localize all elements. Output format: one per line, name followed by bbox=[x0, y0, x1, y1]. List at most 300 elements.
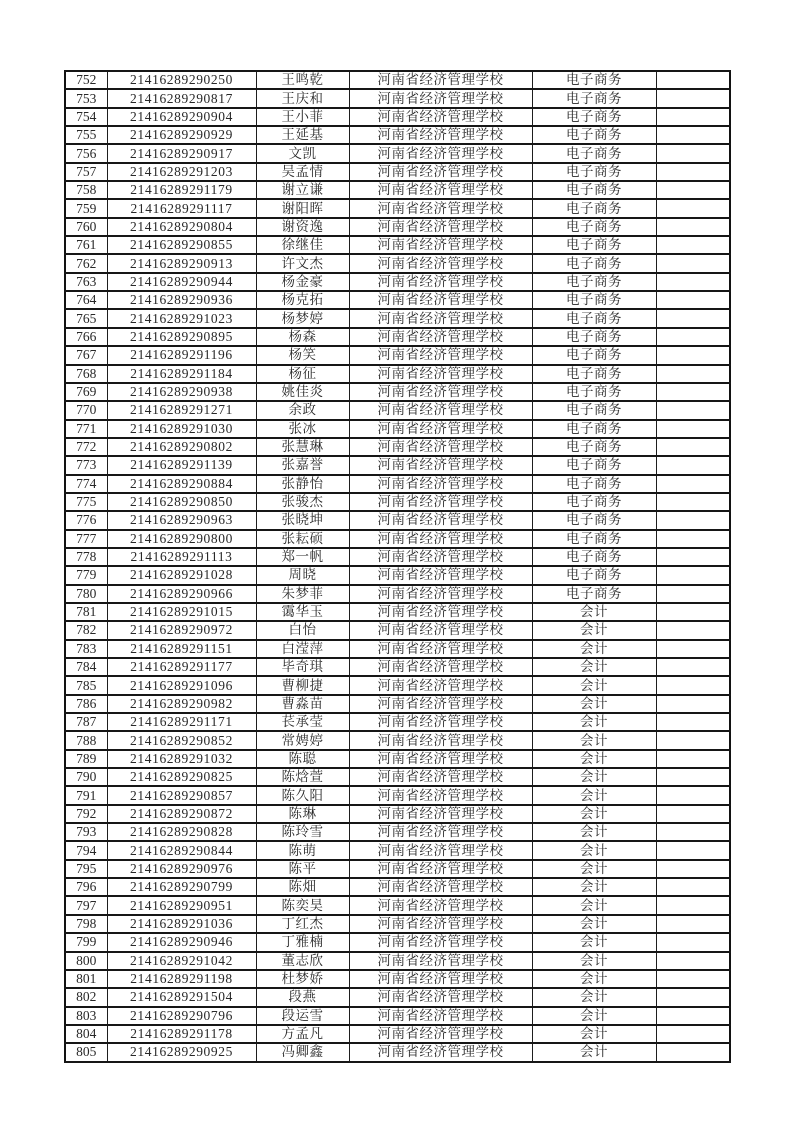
candidate-id-cell: 21416289290857 bbox=[107, 786, 256, 804]
name-cell: 张冰 bbox=[256, 420, 349, 438]
note-cell bbox=[656, 144, 730, 162]
note-cell bbox=[656, 475, 730, 493]
row-number-cell: 767 bbox=[65, 346, 107, 364]
table-row bbox=[65, 493, 730, 511]
note-cell bbox=[656, 218, 730, 236]
major-cell: 电子商务 bbox=[532, 181, 656, 199]
note-cell bbox=[656, 805, 730, 823]
table-row bbox=[65, 163, 730, 181]
school-cell: 河南省经济管理学校 bbox=[349, 309, 532, 327]
table-row bbox=[65, 254, 730, 272]
table-row bbox=[65, 896, 730, 914]
school-cell: 河南省经济管理学校 bbox=[349, 750, 532, 768]
candidate-id-cell: 21416289291117 bbox=[107, 199, 256, 217]
name-cell: 张耘硕 bbox=[256, 530, 349, 548]
school-cell: 河南省经济管理学校 bbox=[349, 291, 532, 309]
candidate-id-cell: 21416289290817 bbox=[107, 89, 256, 107]
row-number-cell: 803 bbox=[65, 1007, 107, 1025]
name-cell: 曹淼苗 bbox=[256, 695, 349, 713]
row-number-cell: 799 bbox=[65, 933, 107, 951]
table-row bbox=[65, 126, 730, 144]
school-cell: 河南省经济管理学校 bbox=[349, 493, 532, 511]
table-row bbox=[65, 1043, 730, 1061]
candidate-id-cell: 21416289290250 bbox=[107, 71, 256, 89]
table-row bbox=[65, 805, 730, 823]
note-cell bbox=[656, 254, 730, 272]
note-cell bbox=[656, 970, 730, 988]
note-cell bbox=[656, 236, 730, 254]
school-cell: 河南省经济管理学校 bbox=[349, 1007, 532, 1025]
candidate-id-cell: 21416289290884 bbox=[107, 475, 256, 493]
major-cell: 电子商务 bbox=[532, 291, 656, 309]
major-cell: 会计 bbox=[532, 786, 656, 804]
candidate-id-cell: 21416289291196 bbox=[107, 346, 256, 364]
note-cell bbox=[656, 640, 730, 658]
major-cell: 电子商务 bbox=[532, 309, 656, 327]
candidate-id-cell: 21416289291096 bbox=[107, 676, 256, 694]
note-cell bbox=[656, 181, 730, 199]
candidate-id-cell: 21416289290976 bbox=[107, 860, 256, 878]
candidate-id-cell: 21416289290963 bbox=[107, 511, 256, 529]
name-cell: 杨克拓 bbox=[256, 291, 349, 309]
candidate-id-cell: 21416289291171 bbox=[107, 713, 256, 731]
row-number-cell: 752 bbox=[65, 71, 107, 89]
row-number-cell: 788 bbox=[65, 731, 107, 749]
major-cell: 会计 bbox=[532, 915, 656, 933]
note-cell bbox=[656, 346, 730, 364]
name-cell: 王延基 bbox=[256, 126, 349, 144]
name-cell: 郑一帆 bbox=[256, 548, 349, 566]
school-cell: 河南省经济管理学校 bbox=[349, 713, 532, 731]
name-cell: 杨森 bbox=[256, 328, 349, 346]
name-cell: 杨梦婷 bbox=[256, 309, 349, 327]
major-cell: 电子商务 bbox=[532, 420, 656, 438]
row-number-cell: 754 bbox=[65, 108, 107, 126]
note-cell bbox=[656, 933, 730, 951]
row-number-cell: 801 bbox=[65, 970, 107, 988]
candidate-id-cell: 21416289291028 bbox=[107, 566, 256, 584]
school-cell: 河南省经济管理学校 bbox=[349, 420, 532, 438]
candidate-id-cell: 21416289290872 bbox=[107, 805, 256, 823]
note-cell bbox=[656, 750, 730, 768]
candidate-id-cell: 21416289290828 bbox=[107, 823, 256, 841]
school-cell: 河南省经济管理学校 bbox=[349, 456, 532, 474]
row-number-cell: 766 bbox=[65, 328, 107, 346]
major-cell: 会计 bbox=[532, 621, 656, 639]
note-cell bbox=[656, 530, 730, 548]
major-cell: 会计 bbox=[532, 1043, 656, 1061]
school-cell: 河南省经济管理学校 bbox=[349, 181, 532, 199]
name-cell: 陈聪 bbox=[256, 750, 349, 768]
table-row bbox=[65, 548, 730, 566]
major-cell: 会计 bbox=[532, 676, 656, 694]
name-cell: 张晓坤 bbox=[256, 511, 349, 529]
name-cell: 谢立谦 bbox=[256, 181, 349, 199]
table-row bbox=[65, 1025, 730, 1043]
table-row bbox=[65, 640, 730, 658]
major-cell: 电子商务 bbox=[532, 218, 656, 236]
name-cell: 陈萌 bbox=[256, 841, 349, 859]
table-row bbox=[65, 860, 730, 878]
candidate-id-cell: 21416289291030 bbox=[107, 420, 256, 438]
name-cell: 陈焓萱 bbox=[256, 768, 349, 786]
school-cell: 河南省经济管理学校 bbox=[349, 878, 532, 896]
table-row bbox=[65, 401, 730, 419]
table-row bbox=[65, 273, 730, 291]
candidate-id-cell: 21416289291271 bbox=[107, 401, 256, 419]
school-cell: 河南省经济管理学校 bbox=[349, 731, 532, 749]
note-cell bbox=[656, 566, 730, 584]
row-number-cell: 768 bbox=[65, 365, 107, 383]
name-cell: 陈畑 bbox=[256, 878, 349, 896]
note-cell bbox=[656, 695, 730, 713]
table-row bbox=[65, 585, 730, 603]
table-row bbox=[65, 328, 730, 346]
candidate-id-cell: 21416289290844 bbox=[107, 841, 256, 859]
school-cell: 河南省经济管理学校 bbox=[349, 218, 532, 236]
note-cell bbox=[656, 988, 730, 1006]
candidate-id-cell: 21416289291042 bbox=[107, 952, 256, 970]
candidate-id-cell: 21416289291032 bbox=[107, 750, 256, 768]
table-row bbox=[65, 511, 730, 529]
candidate-id-cell: 21416289291113 bbox=[107, 548, 256, 566]
table-row bbox=[65, 475, 730, 493]
note-cell bbox=[656, 621, 730, 639]
table-row bbox=[65, 713, 730, 731]
name-cell: 丁红杰 bbox=[256, 915, 349, 933]
note-cell bbox=[656, 1007, 730, 1025]
school-cell: 河南省经济管理学校 bbox=[349, 1025, 532, 1043]
row-number-cell: 782 bbox=[65, 621, 107, 639]
school-cell: 河南省经济管理学校 bbox=[349, 383, 532, 401]
school-cell: 河南省经济管理学校 bbox=[349, 823, 532, 841]
note-cell bbox=[656, 420, 730, 438]
candidate-id-cell: 21416289290946 bbox=[107, 933, 256, 951]
school-cell: 河南省经济管理学校 bbox=[349, 860, 532, 878]
school-cell: 河南省经济管理学校 bbox=[349, 401, 532, 419]
candidate-id-cell: 21416289291151 bbox=[107, 640, 256, 658]
candidate-id-cell: 21416289290929 bbox=[107, 126, 256, 144]
note-cell bbox=[656, 163, 730, 181]
note-cell bbox=[656, 676, 730, 694]
row-number-cell: 805 bbox=[65, 1043, 107, 1061]
school-cell: 河南省经济管理学校 bbox=[349, 768, 532, 786]
row-number-cell: 802 bbox=[65, 988, 107, 1006]
row-number-cell: 770 bbox=[65, 401, 107, 419]
table-row bbox=[65, 823, 730, 841]
note-cell bbox=[656, 713, 730, 731]
note-cell bbox=[656, 952, 730, 970]
major-cell: 电子商务 bbox=[532, 365, 656, 383]
note-cell bbox=[656, 658, 730, 676]
school-cell: 河南省经济管理学校 bbox=[349, 475, 532, 493]
name-cell: 段运雪 bbox=[256, 1007, 349, 1025]
major-cell: 电子商务 bbox=[532, 456, 656, 474]
row-number-cell: 789 bbox=[65, 750, 107, 768]
row-number-cell: 759 bbox=[65, 199, 107, 217]
name-cell: 谢阳晖 bbox=[256, 199, 349, 217]
school-cell: 河南省经济管理学校 bbox=[349, 548, 532, 566]
major-cell: 电子商务 bbox=[532, 89, 656, 107]
table-row bbox=[65, 603, 730, 621]
school-cell: 河南省经济管理学校 bbox=[349, 585, 532, 603]
note-cell bbox=[656, 438, 730, 456]
name-cell: 周晓 bbox=[256, 566, 349, 584]
name-cell: 张静怡 bbox=[256, 475, 349, 493]
student-roster-table bbox=[64, 70, 731, 1063]
name-cell: 徐继佳 bbox=[256, 236, 349, 254]
note-cell bbox=[656, 456, 730, 474]
table-row bbox=[65, 236, 730, 254]
candidate-id-cell: 21416289290966 bbox=[107, 585, 256, 603]
row-number-cell: 792 bbox=[65, 805, 107, 823]
note-cell bbox=[656, 309, 730, 327]
major-cell: 电子商务 bbox=[532, 383, 656, 401]
name-cell: 陈琳 bbox=[256, 805, 349, 823]
table-row bbox=[65, 952, 730, 970]
candidate-id-cell: 21416289290982 bbox=[107, 695, 256, 713]
note-cell bbox=[656, 273, 730, 291]
row-number-cell: 771 bbox=[65, 420, 107, 438]
name-cell: 谢资逸 bbox=[256, 218, 349, 236]
name-cell: 陈平 bbox=[256, 860, 349, 878]
major-cell: 会计 bbox=[532, 658, 656, 676]
table-row bbox=[65, 988, 730, 1006]
row-number-cell: 800 bbox=[65, 952, 107, 970]
school-cell: 河南省经济管理学校 bbox=[349, 640, 532, 658]
note-cell bbox=[656, 731, 730, 749]
note-cell bbox=[656, 823, 730, 841]
table-row bbox=[65, 915, 730, 933]
candidate-id-cell: 21416289291198 bbox=[107, 970, 256, 988]
major-cell: 电子商务 bbox=[532, 126, 656, 144]
major-cell: 会计 bbox=[532, 695, 656, 713]
table-row bbox=[65, 144, 730, 162]
name-cell: 陈玲雪 bbox=[256, 823, 349, 841]
note-cell bbox=[656, 89, 730, 107]
name-cell: 苌承莹 bbox=[256, 713, 349, 731]
major-cell: 会计 bbox=[532, 952, 656, 970]
table-row bbox=[65, 970, 730, 988]
major-cell: 会计 bbox=[532, 878, 656, 896]
major-cell: 电子商务 bbox=[532, 493, 656, 511]
row-number-cell: 781 bbox=[65, 603, 107, 621]
candidate-id-cell: 21416289291139 bbox=[107, 456, 256, 474]
row-number-cell: 793 bbox=[65, 823, 107, 841]
school-cell: 河南省经济管理学校 bbox=[349, 328, 532, 346]
candidate-id-cell: 21416289291184 bbox=[107, 365, 256, 383]
major-cell: 电子商务 bbox=[532, 548, 656, 566]
table-row bbox=[65, 786, 730, 804]
table-row bbox=[65, 621, 730, 639]
name-cell: 许文杰 bbox=[256, 254, 349, 272]
note-cell bbox=[656, 878, 730, 896]
table-row bbox=[65, 89, 730, 107]
major-cell: 会计 bbox=[532, 896, 656, 914]
school-cell: 河南省经济管理学校 bbox=[349, 1043, 532, 1061]
school-cell: 河南省经济管理学校 bbox=[349, 126, 532, 144]
major-cell: 电子商务 bbox=[532, 401, 656, 419]
school-cell: 河南省经济管理学校 bbox=[349, 786, 532, 804]
row-number-cell: 757 bbox=[65, 163, 107, 181]
school-cell: 河南省经济管理学校 bbox=[349, 254, 532, 272]
table-row bbox=[65, 1007, 730, 1025]
note-cell bbox=[656, 1043, 730, 1061]
row-number-cell: 772 bbox=[65, 438, 107, 456]
table-row bbox=[65, 438, 730, 456]
note-cell bbox=[656, 860, 730, 878]
major-cell: 电子商务 bbox=[532, 163, 656, 181]
major-cell: 电子商务 bbox=[532, 438, 656, 456]
candidate-id-cell: 21416289290799 bbox=[107, 878, 256, 896]
name-cell: 姚佳炎 bbox=[256, 383, 349, 401]
name-cell: 白滢萍 bbox=[256, 640, 349, 658]
school-cell: 河南省经济管理学校 bbox=[349, 915, 532, 933]
name-cell: 冯卿鑫 bbox=[256, 1043, 349, 1061]
table-row bbox=[65, 71, 730, 89]
candidate-id-cell: 21416289290913 bbox=[107, 254, 256, 272]
name-cell: 杜梦娇 bbox=[256, 970, 349, 988]
major-cell: 电子商务 bbox=[532, 254, 656, 272]
major-cell: 电子商务 bbox=[532, 585, 656, 603]
candidate-id-cell: 21416289290972 bbox=[107, 621, 256, 639]
major-cell: 电子商务 bbox=[532, 236, 656, 254]
school-cell: 河南省经济管理学校 bbox=[349, 236, 532, 254]
table-row bbox=[65, 456, 730, 474]
candidate-id-cell: 21416289291179 bbox=[107, 181, 256, 199]
name-cell: 王庆和 bbox=[256, 89, 349, 107]
name-cell: 陈奕昊 bbox=[256, 896, 349, 914]
row-number-cell: 790 bbox=[65, 768, 107, 786]
school-cell: 河南省经济管理学校 bbox=[349, 89, 532, 107]
school-cell: 河南省经济管理学校 bbox=[349, 658, 532, 676]
school-cell: 河南省经济管理学校 bbox=[349, 566, 532, 584]
school-cell: 河南省经济管理学校 bbox=[349, 676, 532, 694]
name-cell: 杨征 bbox=[256, 365, 349, 383]
school-cell: 河南省经济管理学校 bbox=[349, 896, 532, 914]
table-row bbox=[65, 291, 730, 309]
name-cell: 杨金豪 bbox=[256, 273, 349, 291]
roster-body bbox=[65, 71, 730, 1062]
row-number-cell: 774 bbox=[65, 475, 107, 493]
major-cell: 会计 bbox=[532, 841, 656, 859]
school-cell: 河南省经济管理学校 bbox=[349, 952, 532, 970]
name-cell: 张慧琳 bbox=[256, 438, 349, 456]
school-cell: 河南省经济管理学校 bbox=[349, 144, 532, 162]
school-cell: 河南省经济管理学校 bbox=[349, 346, 532, 364]
name-cell: 朱梦菲 bbox=[256, 585, 349, 603]
table-row bbox=[65, 108, 730, 126]
note-cell bbox=[656, 585, 730, 603]
row-number-cell: 761 bbox=[65, 236, 107, 254]
major-cell: 会计 bbox=[532, 768, 656, 786]
note-cell bbox=[656, 108, 730, 126]
major-cell: 会计 bbox=[532, 731, 656, 749]
table-row bbox=[65, 695, 730, 713]
note-cell bbox=[656, 365, 730, 383]
major-cell: 会计 bbox=[532, 1025, 656, 1043]
name-cell: 张骏杰 bbox=[256, 493, 349, 511]
candidate-id-cell: 21416289290951 bbox=[107, 896, 256, 914]
row-number-cell: 775 bbox=[65, 493, 107, 511]
school-cell: 河南省经济管理学校 bbox=[349, 841, 532, 859]
school-cell: 河南省经济管理学校 bbox=[349, 511, 532, 529]
note-cell bbox=[656, 493, 730, 511]
school-cell: 河南省经济管理学校 bbox=[349, 695, 532, 713]
table-row bbox=[65, 346, 730, 364]
candidate-id-cell: 21416289290800 bbox=[107, 530, 256, 548]
candidate-id-cell: 21416289291015 bbox=[107, 603, 256, 621]
major-cell: 会计 bbox=[532, 823, 656, 841]
name-cell: 王鸣乾 bbox=[256, 71, 349, 89]
row-number-cell: 776 bbox=[65, 511, 107, 529]
name-cell: 陈久阳 bbox=[256, 786, 349, 804]
major-cell: 电子商务 bbox=[532, 346, 656, 364]
candidate-id-cell: 21416289290855 bbox=[107, 236, 256, 254]
row-number-cell: 804 bbox=[65, 1025, 107, 1043]
note-cell bbox=[656, 915, 730, 933]
candidate-id-cell: 21416289291036 bbox=[107, 915, 256, 933]
name-cell: 文凯 bbox=[256, 144, 349, 162]
major-cell: 电子商务 bbox=[532, 199, 656, 217]
major-cell: 电子商务 bbox=[532, 511, 656, 529]
name-cell: 霭华玉 bbox=[256, 603, 349, 621]
row-number-cell: 765 bbox=[65, 309, 107, 327]
row-number-cell: 786 bbox=[65, 695, 107, 713]
candidate-id-cell: 21416289291178 bbox=[107, 1025, 256, 1043]
school-cell: 河南省经济管理学校 bbox=[349, 438, 532, 456]
note-cell bbox=[656, 768, 730, 786]
school-cell: 河南省经济管理学校 bbox=[349, 805, 532, 823]
major-cell: 电子商务 bbox=[532, 273, 656, 291]
name-cell: 毕奇琪 bbox=[256, 658, 349, 676]
row-number-cell: 760 bbox=[65, 218, 107, 236]
major-cell: 会计 bbox=[532, 988, 656, 1006]
table-row bbox=[65, 199, 730, 217]
name-cell: 董志欣 bbox=[256, 952, 349, 970]
major-cell: 会计 bbox=[532, 640, 656, 658]
row-number-cell: 764 bbox=[65, 291, 107, 309]
note-cell bbox=[656, 199, 730, 217]
candidate-id-cell: 21416289290852 bbox=[107, 731, 256, 749]
school-cell: 河南省经济管理学校 bbox=[349, 621, 532, 639]
major-cell: 会计 bbox=[532, 1007, 656, 1025]
major-cell: 会计 bbox=[532, 805, 656, 823]
name-cell: 张嘉誉 bbox=[256, 456, 349, 474]
candidate-id-cell: 21416289290904 bbox=[107, 108, 256, 126]
name-cell: 王小菲 bbox=[256, 108, 349, 126]
candidate-id-cell: 21416289291023 bbox=[107, 309, 256, 327]
candidate-id-cell: 21416289290802 bbox=[107, 438, 256, 456]
school-cell: 河南省经济管理学校 bbox=[349, 163, 532, 181]
note-cell bbox=[656, 511, 730, 529]
table-row bbox=[65, 768, 730, 786]
note-cell bbox=[656, 383, 730, 401]
candidate-id-cell: 21416289291177 bbox=[107, 658, 256, 676]
table-row bbox=[65, 676, 730, 694]
row-number-cell: 755 bbox=[65, 126, 107, 144]
school-cell: 河南省经济管理学校 bbox=[349, 365, 532, 383]
major-cell: 电子商务 bbox=[532, 108, 656, 126]
row-number-cell: 773 bbox=[65, 456, 107, 474]
candidate-id-cell: 21416289290944 bbox=[107, 273, 256, 291]
row-number-cell: 787 bbox=[65, 713, 107, 731]
school-cell: 河南省经济管理学校 bbox=[349, 933, 532, 951]
row-number-cell: 778 bbox=[65, 548, 107, 566]
row-number-cell: 758 bbox=[65, 181, 107, 199]
table-row bbox=[65, 218, 730, 236]
table-row bbox=[65, 181, 730, 199]
